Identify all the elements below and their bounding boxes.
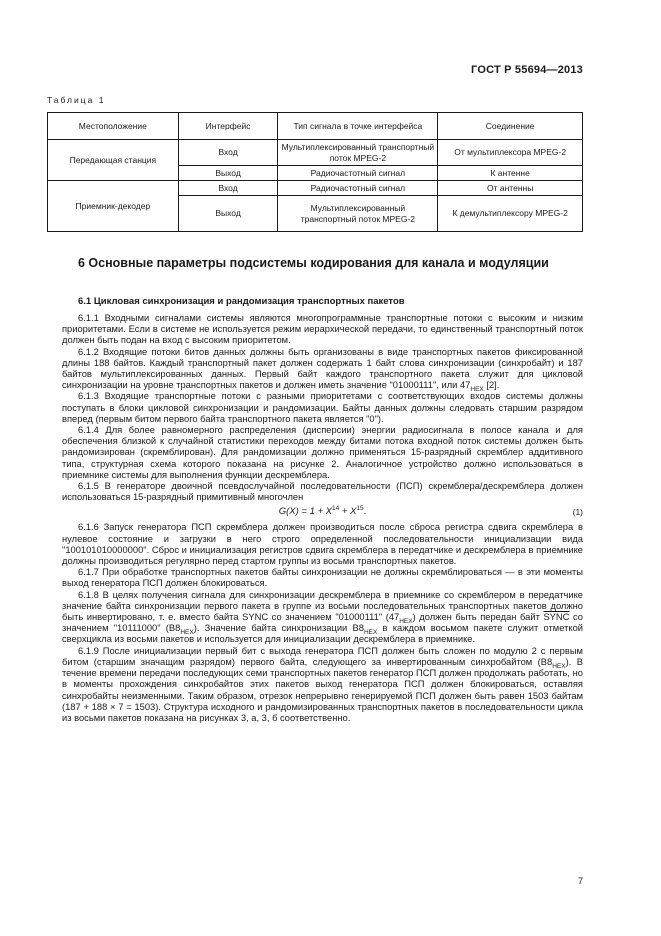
document-header: ГОСТ Р 55694—2013 [471, 64, 583, 76]
section-6-heading: 6 Основные параметры подсистемы кодирования для канала и модуляции [78, 256, 549, 270]
header-interface: Интерфейс [178, 113, 278, 140]
paragraph-6-1-9: 6.1.9 После инициализации первый бит с выхода генератора ПСП должен быть сложен по модулю 2 с первым битом (старшим значащим разрядом) первого байта, следующего за инвертированным синхробайтом $(B8_{HEX})$. В течение времени передачи последующих семи транспортных пакетов генератор ПСП должен продолжать работать, но в моменты прохождения синхробайтов этих пакетов выход генератора ПСП должен блокироваться, оставляя синхробайты неизменными. Таким образом, отрезок непрерывно генерируемой ПСП должен быть равен 1503 байтам (187 + 188 × 7 = 1503). Структура исходного и рандомизированных транспортных пакетов в последовательности цикла из восьми пакетов показана на рисунках 3, а, 3, б соответственно. [62, 645, 583, 723]
connection-cell: К демультиплексору MPEG-2 [438, 196, 583, 232]
header-signal-type: Тип сигнала в точке интерфейса [278, 113, 438, 140]
interface-cell: Вход [178, 140, 278, 166]
paragraph-6-1-2: 6.1.2 Входящие потоки битов данных должны быть организованы в виде транспортных пакетов фиксированной длины 188 байтов. Каждый транспортный пакет должен содержать 1 байт слова синхронизации (синхробайт) и 187 байтов мультиплексированных данных. Первый байт каждого транспортного пакета служит для цикловой синхронизации на уровне транспортных пакетов и должен иметь значение "01000111", или $47_{HEX}$ [2]. [62, 346, 583, 394]
paragraph-6-1-6: 6.1.6 Запуск генератора ПСП скремблера должен производиться после сброса регистра сдвига скремблера в нулевое состояние и загрузки в него строго определенной последовательности инициализации вида "100101010000000". Сброс и инициализация регистров сдвига скремблера в передатчике и дескремблера в приемнике должны производиться регулярно перед стартом группы из восьми транспортных пакетов. [62, 522, 583, 567]
signal-cell: Радиочастотный сигнал [278, 181, 438, 196]
location-cell: Приемник-декодер [48, 181, 179, 232]
connection-cell: От мультиплексора MPEG-2 [438, 140, 583, 166]
signal-cell: Радиочастотный сигнал [278, 166, 438, 181]
page-number: 7 [577, 876, 583, 886]
formula-1 [62, 504, 583, 521]
table-row [48, 140, 583, 166]
formula-number: (1) [572, 507, 583, 518]
body-text [62, 313, 583, 724]
signal-cell: Мультиплексированный транспортный поток MPEG-2 [278, 140, 438, 166]
paragraph-6-1-1: 6.1.1 Входными сигналами системы являются многопрограммные транспортные потоки с высоким и низким приоритетами. Если в системе не используется режим иерархической передачи, то единственный транспортный поток должен быть подан на вход с высоким приоритетом. [62, 313, 583, 346]
location-cell: Передающая станция [48, 140, 179, 181]
interface-cell: Выход [178, 196, 278, 232]
paragraph-6-1-8: 6.1.8 В целях получения сигнала для синхронизации дескремблера в приемнике со скремблером в передатчике значение байта синхронизации первого пакета в группе из восьми последовательных транспортных пакетов должно быть инвертировано, т. е. вместо байта SYNC со значением "01000111" $(47_{HEX})$ должен быть передан байт SYNC со значением "10111000" $(B8_{HEX})$. Значение байта синхронизации $B8_{HEX}$ в каждом восьмом пакете служит отметкой сверхцикла из восьми пакетов и используется для инициализации дескремблера в приемнике. [62, 589, 583, 645]
signal-cell: Мультиплексированный транспортный поток MPEG-2 [278, 196, 438, 232]
paragraph-6-1-3: 6.1.3 Входящие транспортные потоки с разными приоритетами с соответствующих входов системы должны поступать в блоки цикловой синхронизации и рандомизации. Байты данных должны следовать старшим разрядом вперед (первым битом первого байта транспортного пакета является "0"). [62, 391, 583, 424]
paragraph-6-1-7: 6.1.7 При обработке транспортных пакетов байты синхронизации не должны скремблироваться — в эти моменты выход генератора ПСП должен блокироваться. [62, 567, 583, 589]
connection-cell: К антенне [438, 166, 583, 181]
formula-expression: $G(X) = 1 + X^{14} + X^{15}$. [278, 505, 367, 518]
paragraph-6-1-5: 6.1.5 В генераторе двоичной псевдослучайной последовательности (ПСП) скремблера/дескремблера должен использоваться 15-разрядный примитивный многочлен [62, 481, 583, 503]
header-location: Местоположение [48, 113, 179, 140]
interface-table [47, 112, 583, 232]
paragraph-6-1-4: 6.1.4 Для более равномерного распределения (дисперсии) энергии радиосигнала в полосе канала и для обеспечения близкой к случайной статистики переходов между битами потока входной поток системы должен быть рандомизирован (скремблирован). Для рандомизации должно применяться 15-разрядный скремблер аддитивного типа, структурная схема которого показана на рисунке 2. Аналогичное устройство должно использоваться в приемнике системы для выполнения функции дескремблера. [62, 425, 583, 480]
header-connection: Соединение [438, 113, 583, 140]
table-caption: Таблица 1 [47, 95, 106, 105]
interface-cell: Выход [178, 166, 278, 181]
table-header-row [48, 113, 583, 140]
table-row [48, 181, 583, 196]
connection-cell: От антенны [438, 181, 583, 196]
interface-cell: Вход [178, 181, 278, 196]
section-6-1-heading: 6.1 Цикловая синхронизация и рандомизация транспортных пакетов [78, 296, 405, 307]
